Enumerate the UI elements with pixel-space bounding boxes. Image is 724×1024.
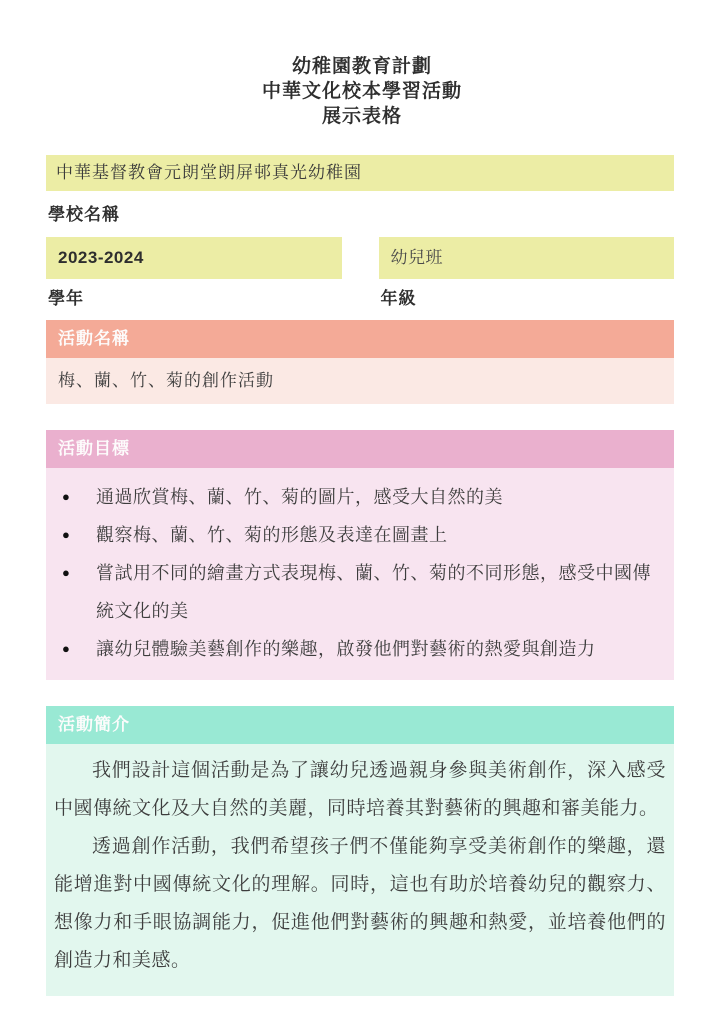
- form-content: [46, 155, 674, 996]
- year-label-cell: [46, 279, 342, 310]
- title-line-3: 展示表格: [321, 106, 402, 127]
- title-line-2: 中華文化校本學習活動: [261, 81, 462, 102]
- activity-intro-header: 活動簡介: [46, 706, 674, 744]
- grade-label: 年級: [380, 289, 417, 308]
- goal-text: 嘗試用不同的繪畫方式表現梅、蘭、竹、菊的不同形態，感受中國傳統文化的美: [96, 563, 651, 621]
- activity-goals-body: [46, 468, 674, 680]
- activity-intro-body: [46, 744, 674, 996]
- goal-text: 觀察梅、蘭、竹、菊的形態及表達在圖畫上: [96, 525, 448, 545]
- activity-name-value: 梅、蘭、竹、菊的創作活動: [46, 358, 674, 404]
- goal-text: 通過欣賞梅、蘭、竹、菊的圖片，感受大自然的美: [96, 487, 503, 507]
- grade-cell: [379, 237, 675, 279]
- activity-goals-header: 活動目標: [46, 430, 674, 468]
- activity-goals-section: [46, 430, 674, 680]
- grade-label-cell: [379, 279, 675, 310]
- school-year-label: 學年: [48, 289, 84, 308]
- goal-text: 讓幼兒體驗美藝創作的樂趣，啟發他們對藝術的熱愛與創造力: [96, 639, 596, 659]
- bullet-icon: ●: [62, 641, 71, 656]
- goal-list-item: [62, 516, 660, 554]
- goal-list-item: [62, 554, 660, 630]
- document-title: [0, 0, 724, 129]
- title-line-1: 幼稚園教育計劃: [291, 56, 432, 77]
- intro-paragraph-1: 我們設計這個活動是為了讓幼兒透過親身參與美術創作，深入感受中國傳統文化及大自然的美麗，同時培養其對藝術的興趣和審美能力。: [54, 760, 666, 819]
- year-grade-values-row: [46, 237, 674, 279]
- school-name-label: 學校名稱: [48, 205, 120, 224]
- grade-value: 幼兒班: [379, 237, 675, 279]
- goal-list-item: [62, 630, 660, 668]
- year-cell: [46, 237, 342, 279]
- school-year-value: 2023-2024: [46, 237, 342, 279]
- activity-name-section: [46, 320, 674, 404]
- goals-list: [62, 478, 660, 668]
- bullet-icon: ●: [62, 527, 71, 542]
- activity-name-header: 活動名稱: [46, 320, 674, 358]
- intro-paragraph-2: 透過創作活動，我們希望孩子們不僅能夠享受美術創作的樂趣，還能增進對中國傳統文化的理解。同時，這也有助於培養幼兒的觀察力、想像力和手眼協調能力，促進他們對藝術的興趣和熱愛，並培養他們的創造力和美感。: [54, 836, 666, 971]
- goal-list-item: [62, 478, 660, 516]
- bullet-icon: ●: [62, 565, 71, 580]
- bullet-icon: ●: [62, 489, 71, 504]
- year-grade-labels-row: [46, 279, 674, 310]
- school-name-value: 中華基督教會元朗堂朗屏邨真光幼稚園: [46, 155, 674, 191]
- activity-intro-section: [46, 706, 674, 996]
